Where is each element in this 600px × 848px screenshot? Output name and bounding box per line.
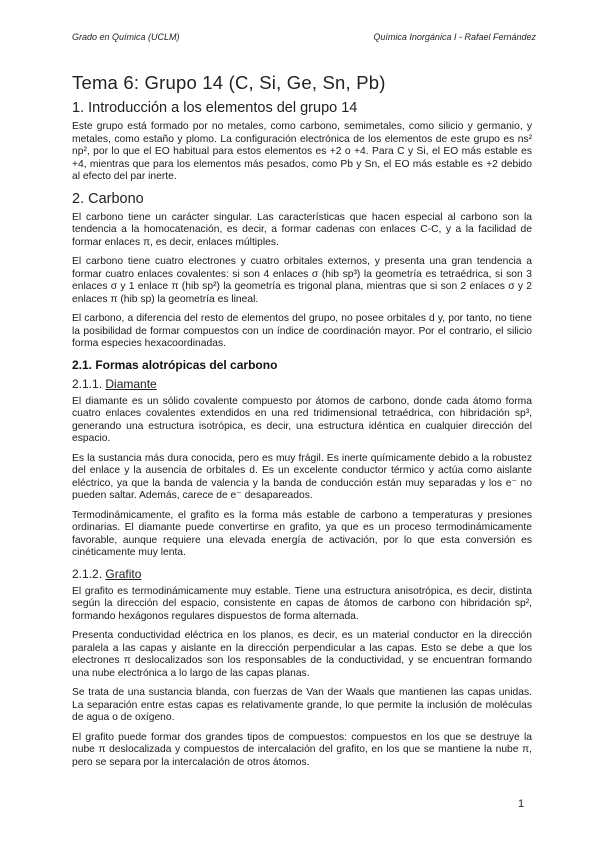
paragraph: Presenta conductividad eléctrica en los planos, es decir, es un material conductor en la dirección paralela a las capas y aislante en la dirección perpendicular a las capas. Esto se debe a que los electrones π deslocalizados son los responsables de la conductividad, y se encuentran formando una nube electrónica a lo largo de las capas planas. [72,630,532,679]
section-2-1-1-heading [72,377,532,391]
header-right: Química Inorgánica I - Rafael Fernández [373,32,536,42]
section-name: Diamante [105,376,157,391]
page-header [72,32,536,42]
section-number: 2.1.1. [72,376,103,391]
section-2-1-heading: 2.1. Formas alotrópicas del carbono [72,357,278,372]
paragraph: El carbono tiene cuatro electrones y cuatro orbitales externos, y presenta una gran tendencia a formar cuatro enlaces covalentes: si son 4 enlaces σ (hib sp³) la geometría es tetraédrica, si son 3 enlaces σ y 1 enlace π (hib sp²) la geometría es trigonal plana, mientras que si son 2 enlaces σ y 2 enlaces π (hib sp) la geometría es lineal. [72,256,532,305]
paragraph: El diamante es un sólido covalente compuesto por átomos de carbono, donde cada átomo forma cuatro enlaces covalentes extendidos en una red tridimensional tetraédrica, con hibridación sp³, generando una estructura isotrópica, es decir, una estructura idéntica en cualquier dirección del espacio. [72,395,532,444]
page-number: 1 [518,798,525,810]
paragraph: Este grupo está formado por no metales, como carbono, semimetales, como silicio y germanio, y metales, como estaño y plomo. La configuración electrónica de los elementos de este grupo es ns² np², por lo que el EO habitual para estos elementos es +2 o +4. Para C y Si, el EO más estable es +4, mientras que para los elementos más pesados, como Pb y Sn, el EO más estable es +2 debido al efecto del par inerte. [72,121,532,182]
section-1-heading: 1. Introducción a los elementos del grupo 14 [72,100,358,116]
document-title: Tema 6: Grupo 14 (C, Si, Ge, Sn, Pb) [72,72,386,93]
header-left: Grado en Química (UCLM) [72,32,180,42]
paragraph: El grafito es termodinámicamente muy estable. Tiene una estructura anisotrópica, es decir, distinta según la dirección del espacio, consistente en capas de átomos de carbono con hibridación sp², formando hexágonos regulares dispuestos de forma alternada. [72,585,532,622]
paragraph: Es la sustancia más dura conocida, pero es muy frágil. Es inerte químicamente debido a la robustez del enlace y la ausencia de orbitales d. Es un excelente conductor térmico y actúa como aislante eléctrico, ya que la banda de valencia y la banda de conducción están muy separadas y los e⁻ no pueden saltar. Además, carece de e⁻ desapareados. [72,452,532,501]
paragraph: Termodinámicamente, el grafito es la forma más estable de carbono a temperaturas y presiones ordinarias. El diamante puede convertirse en grafito, ya que es un proceso termodinámicamente favorable, aunque requiere una elevada energía de activación, por lo que esta conversión es cinéticamente muy lenta. [72,509,532,558]
section-2-heading: 2. Carbono [72,190,144,207]
paragraph: El grafito puede formar dos grandes tipos de compuestos: compuestos en los que se destruye la nube π deslocalizada y compuestos de intercalación del grafito, en los que se mantiene la nube π, pero se separa por la intercalación de otros átomos. [72,731,532,768]
section-name: Grafito [105,566,142,581]
section-2-1-2-heading [72,567,532,581]
paragraph: Se trata de una sustancia blanda, con fuerzas de Van der Waals que mantienen las capas unidas. La separación entre estas capas es relativamente grande, lo que permite la inclusión de moléculas de agua o de oxígeno. [72,687,532,723]
paragraph: El carbono, a diferencia del resto de elementos del grupo, no posee orbitales d y, por tanto, no tiene la posibilidad de formar compuestos con un índice de coordinación mayor. Por el contrario, el silicio forma especies hexacoordinadas. [72,313,532,349]
page-content [72,72,532,776]
section-number: 2.1.2. [72,566,103,581]
paragraph: El carbono tiene un carácter singular. Las características que hacen especial al carbono son la tendencia a la homocatenación, es decir, a formar cadenas con enlaces C-C, y a la facilidad de formar enlaces π, es decir, enlaces múltiples. [72,211,532,248]
